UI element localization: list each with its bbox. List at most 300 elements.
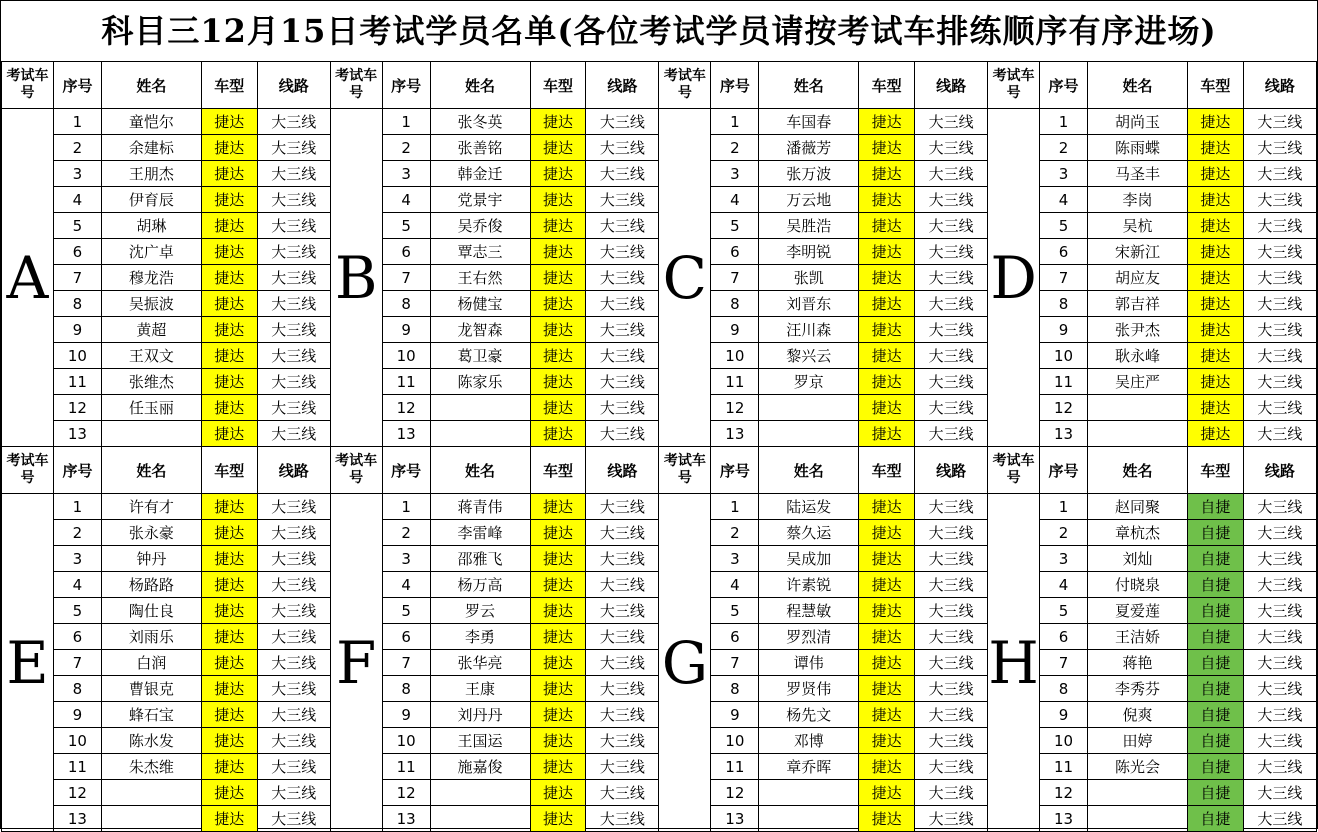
header-name: 姓名	[430, 62, 530, 109]
car-type-cell: 捷达	[859, 624, 915, 650]
route-cell: 大三线	[1243, 109, 1316, 135]
car-type-cell: 捷达	[1187, 343, 1243, 369]
seq-cell: 11	[382, 369, 430, 395]
route-cell: 大三线	[586, 650, 659, 676]
seq-cell: 10	[1040, 728, 1088, 754]
student-name-cell	[430, 421, 530, 447]
seq-cell: 12	[382, 780, 430, 806]
route-cell: 大三线	[586, 369, 659, 395]
route-cell: 大三线	[257, 494, 330, 520]
seq-cell: 6	[1040, 624, 1088, 650]
route-cell: 大三线	[1243, 572, 1316, 598]
route-cell: 大三线	[257, 291, 330, 317]
route-cell: 大三线	[915, 624, 988, 650]
car-type-cell: 捷达	[859, 546, 915, 572]
seq-cell: 5	[382, 598, 430, 624]
route-cell: 大三线	[586, 291, 659, 317]
student-name-cell: 杨路路	[101, 572, 201, 598]
car-letter: B	[330, 109, 382, 447]
route-cell: 大三线	[257, 780, 330, 806]
car-type-cell: 捷达	[530, 239, 586, 265]
student-name-cell: 葛卫豪	[430, 343, 530, 369]
car-type-cell: 捷达	[530, 161, 586, 187]
seq-cell: 1	[1040, 109, 1088, 135]
route-cell: 大三线	[915, 702, 988, 728]
route-cell: 大三线	[586, 239, 659, 265]
route-cell: 大三线	[586, 135, 659, 161]
seq-cell: 6	[382, 239, 430, 265]
student-name-cell	[759, 806, 859, 832]
route-cell: 大三线	[1243, 161, 1316, 187]
route-cell: 大三线	[257, 650, 330, 676]
student-name-cell	[101, 780, 201, 806]
student-name-cell: 车国春	[759, 109, 859, 135]
seq-cell: 2	[382, 520, 430, 546]
student-name-cell: 王朋杰	[101, 161, 201, 187]
header-car-number: 考试车号	[988, 62, 1040, 109]
header-route: 线路	[257, 447, 330, 494]
seq-cell: 6	[711, 624, 759, 650]
student-name-cell: 吴庄严	[1088, 369, 1188, 395]
route-cell: 大三线	[915, 109, 988, 135]
seq-cell: 2	[711, 135, 759, 161]
seq-cell: 11	[711, 369, 759, 395]
car-type-cell: 捷达	[201, 520, 257, 546]
student-name-cell: 张永豪	[101, 520, 201, 546]
car-type-cell: 捷达	[201, 780, 257, 806]
route-cell: 大三线	[915, 754, 988, 780]
student-name-cell: 谭伟	[759, 650, 859, 676]
student-name-cell: 张华亮	[430, 650, 530, 676]
car-type-cell: 捷达	[859, 135, 915, 161]
route-cell: 大三线	[915, 317, 988, 343]
header-name: 姓名	[101, 447, 201, 494]
header-car-type: 车型	[201, 62, 257, 109]
car-type-cell: 捷达	[859, 780, 915, 806]
student-name-cell: 吴振波	[101, 291, 201, 317]
student-name-cell: 张凯	[759, 265, 859, 291]
route-cell: 大三线	[257, 598, 330, 624]
route-cell: 大三线	[1243, 754, 1316, 780]
seq-cell: 5	[382, 213, 430, 239]
seq-cell: 13	[1040, 421, 1088, 447]
header-car-number: 考试车号	[330, 447, 382, 494]
car-type-cell: 捷达	[859, 109, 915, 135]
car-type-cell: 捷达	[201, 676, 257, 702]
car-type-cell: 捷达	[530, 213, 586, 239]
student-name-cell: 王双文	[101, 343, 201, 369]
car-type-cell: 捷达	[859, 161, 915, 187]
route-cell: 大三线	[1243, 187, 1316, 213]
car-type-cell: 捷达	[201, 728, 257, 754]
seq-cell: 11	[1040, 369, 1088, 395]
car-type-cell: 捷达	[530, 650, 586, 676]
seq-cell: 5	[1040, 598, 1088, 624]
route-cell: 大三线	[586, 317, 659, 343]
car-type-cell: 捷达	[530, 187, 586, 213]
car-type-cell: 捷达	[859, 291, 915, 317]
seq-cell: 3	[711, 546, 759, 572]
car-type-cell: 捷达	[530, 572, 586, 598]
student-name-cell	[1088, 780, 1188, 806]
seq-cell: 1	[53, 109, 101, 135]
car-type-cell: 捷达	[1187, 213, 1243, 239]
seq-cell: 5	[1040, 213, 1088, 239]
route-cell: 大三线	[586, 780, 659, 806]
car-type-cell: 捷达	[530, 317, 586, 343]
seq-cell: 7	[382, 265, 430, 291]
route-cell: 大三线	[1243, 369, 1316, 395]
car-type-cell: 捷达	[859, 572, 915, 598]
seq-cell: 7	[53, 650, 101, 676]
header-name: 姓名	[759, 62, 859, 109]
route-cell: 大三线	[915, 161, 988, 187]
header-route: 线路	[915, 62, 988, 109]
header-seq: 序号	[1040, 62, 1088, 109]
seq-cell: 8	[382, 676, 430, 702]
student-name-cell: 张善铭	[430, 135, 530, 161]
header-car-number: 考试车号	[2, 62, 54, 109]
seq-cell: 4	[53, 572, 101, 598]
seq-cell: 4	[1040, 572, 1088, 598]
car-type-cell: 捷达	[859, 265, 915, 291]
car-type-cell: 自捷	[1187, 624, 1243, 650]
car-letter: H	[988, 494, 1040, 832]
student-name-cell	[759, 780, 859, 806]
route-cell: 大三线	[1243, 213, 1316, 239]
route-cell: 大三线	[586, 265, 659, 291]
route-cell: 大三线	[586, 728, 659, 754]
car-type-cell: 捷达	[201, 135, 257, 161]
route-cell: 大三线	[586, 213, 659, 239]
seq-cell: 3	[1040, 161, 1088, 187]
car-type-cell: 捷达	[201, 624, 257, 650]
car-type-cell: 捷达	[1187, 317, 1243, 343]
student-name-cell	[430, 806, 530, 832]
student-name-cell: 覃志三	[430, 239, 530, 265]
student-name-cell	[101, 421, 201, 447]
seq-cell: 5	[53, 598, 101, 624]
student-name-cell: 黎兴云	[759, 343, 859, 369]
route-cell: 大三线	[257, 806, 330, 832]
student-name-cell: 吴杭	[1088, 213, 1188, 239]
route-cell: 大三线	[586, 421, 659, 447]
car-type-cell: 捷达	[201, 754, 257, 780]
route-cell: 大三线	[1243, 624, 1316, 650]
car-type-cell: 捷达	[1187, 369, 1243, 395]
route-cell: 大三线	[915, 291, 988, 317]
seq-cell: 8	[1040, 676, 1088, 702]
car-type-cell: 捷达	[530, 494, 586, 520]
seq-cell: 9	[382, 702, 430, 728]
header-route: 线路	[586, 62, 659, 109]
student-name-cell: 任玉丽	[101, 395, 201, 421]
car-type-cell: 捷达	[530, 135, 586, 161]
seq-cell: 12	[1040, 395, 1088, 421]
seq-cell: 1	[382, 109, 430, 135]
seq-cell: 13	[382, 806, 430, 832]
car-letter: A	[2, 109, 54, 447]
car-type-cell: 捷达	[859, 213, 915, 239]
route-cell: 大三线	[915, 213, 988, 239]
car-type-cell: 自捷	[1187, 754, 1243, 780]
header-route: 线路	[1243, 62, 1316, 109]
car-type-cell: 捷达	[1187, 135, 1243, 161]
seq-cell: 10	[711, 728, 759, 754]
car-type-cell: 捷达	[530, 806, 586, 832]
car-type-cell: 捷达	[201, 109, 257, 135]
route-cell: 大三线	[257, 546, 330, 572]
car-type-cell: 自捷	[1187, 572, 1243, 598]
seq-cell: 13	[1040, 806, 1088, 832]
route-cell: 大三线	[586, 161, 659, 187]
car-type-cell: 捷达	[201, 343, 257, 369]
seq-cell: 12	[1040, 780, 1088, 806]
route-cell: 大三线	[257, 213, 330, 239]
route-cell: 大三线	[257, 520, 330, 546]
seq-cell: 8	[711, 291, 759, 317]
car-type-cell: 自捷	[1187, 546, 1243, 572]
car-type-cell: 自捷	[1187, 676, 1243, 702]
student-name-cell: 张尹杰	[1088, 317, 1188, 343]
car-type-cell: 捷达	[201, 291, 257, 317]
route-cell: 大三线	[1243, 780, 1316, 806]
student-name-cell: 田婷	[1088, 728, 1188, 754]
route-cell: 大三线	[915, 494, 988, 520]
student-name-cell: 付晓泉	[1088, 572, 1188, 598]
header-car-number: 考试车号	[659, 62, 711, 109]
seq-cell: 10	[53, 343, 101, 369]
student-name-cell: 夏爱莲	[1088, 598, 1188, 624]
student-name-cell: 李秀芬	[1088, 676, 1188, 702]
seq-cell: 2	[53, 135, 101, 161]
student-name-cell: 陶仕良	[101, 598, 201, 624]
route-cell: 大三线	[915, 676, 988, 702]
car-type-cell: 捷达	[859, 317, 915, 343]
seq-cell: 4	[382, 572, 430, 598]
seq-cell: 1	[1040, 494, 1088, 520]
student-name-cell: 刘灿	[1088, 546, 1188, 572]
seq-cell: 5	[711, 598, 759, 624]
student-name-cell: 陈家乐	[430, 369, 530, 395]
student-name-cell: 赵同聚	[1088, 494, 1188, 520]
student-name-cell: 杨先文	[759, 702, 859, 728]
car-type-cell: 自捷	[1187, 494, 1243, 520]
student-name-cell: 马圣丰	[1088, 161, 1188, 187]
car-type-cell: 捷达	[530, 598, 586, 624]
car-type-cell: 自捷	[1187, 650, 1243, 676]
student-name-cell: 刘丹丹	[430, 702, 530, 728]
seq-cell: 8	[382, 291, 430, 317]
student-name-cell: 党景宇	[430, 187, 530, 213]
seq-cell: 13	[53, 421, 101, 447]
student-name-cell: 张维杰	[101, 369, 201, 395]
header-route: 线路	[1243, 447, 1316, 494]
car-type-cell: 捷达	[530, 421, 586, 447]
route-cell: 大三线	[915, 395, 988, 421]
seq-cell: 1	[53, 494, 101, 520]
student-name-cell: 韩金迁	[430, 161, 530, 187]
car-letter: E	[2, 494, 54, 832]
route-cell: 大三线	[586, 598, 659, 624]
route-cell: 大三线	[586, 572, 659, 598]
student-name-cell	[430, 395, 530, 421]
seq-cell: 11	[53, 754, 101, 780]
student-name-cell: 蒋艳	[1088, 650, 1188, 676]
header-car-number: 考试车号	[330, 62, 382, 109]
route-cell: 大三线	[1243, 421, 1316, 447]
car-type-cell: 捷达	[530, 546, 586, 572]
student-name-cell: 蜂石宝	[101, 702, 201, 728]
student-name-cell: 许有才	[101, 494, 201, 520]
student-name-cell: 曹银克	[101, 676, 201, 702]
car-type-cell: 捷达	[530, 702, 586, 728]
car-type-cell: 捷达	[1187, 395, 1243, 421]
car-type-cell: 捷达	[859, 650, 915, 676]
car-type-cell: 捷达	[1187, 161, 1243, 187]
route-cell: 大三线	[915, 546, 988, 572]
student-name-cell: 朱杰维	[101, 754, 201, 780]
student-name-cell: 王康	[430, 676, 530, 702]
header-name: 姓名	[1088, 447, 1188, 494]
seq-cell: 2	[711, 520, 759, 546]
car-type-cell: 捷达	[859, 728, 915, 754]
student-name-cell: 李勇	[430, 624, 530, 650]
student-name-cell: 吴成加	[759, 546, 859, 572]
seq-cell: 13	[53, 806, 101, 832]
route-cell: 大三线	[586, 187, 659, 213]
seq-cell: 1	[382, 494, 430, 520]
seq-cell: 3	[382, 546, 430, 572]
student-name-cell: 章乔晖	[759, 754, 859, 780]
car-type-cell: 捷达	[859, 520, 915, 546]
student-name-cell: 张万波	[759, 161, 859, 187]
seq-cell: 2	[1040, 520, 1088, 546]
student-name-cell: 章杭杰	[1088, 520, 1188, 546]
seq-cell: 10	[382, 343, 430, 369]
route-cell: 大三线	[257, 343, 330, 369]
route-cell: 大三线	[257, 728, 330, 754]
car-type-cell: 自捷	[1187, 598, 1243, 624]
seq-cell: 7	[382, 650, 430, 676]
student-name-cell: 童恺尔	[101, 109, 201, 135]
route-cell: 大三线	[1243, 343, 1316, 369]
route-cell: 大三线	[1243, 239, 1316, 265]
route-cell: 大三线	[257, 421, 330, 447]
seq-cell: 1	[711, 494, 759, 520]
car-type-cell: 捷达	[1187, 187, 1243, 213]
car-type-cell: 捷达	[201, 421, 257, 447]
route-cell: 大三线	[1243, 135, 1316, 161]
car-type-cell: 捷达	[201, 213, 257, 239]
route-cell: 大三线	[915, 520, 988, 546]
student-name-cell: 郭吉祥	[1088, 291, 1188, 317]
car-type-cell: 自捷	[1187, 806, 1243, 832]
student-name-cell	[759, 421, 859, 447]
seq-cell: 3	[53, 161, 101, 187]
student-name-cell: 吴胜浩	[759, 213, 859, 239]
seq-cell: 6	[382, 624, 430, 650]
car-type-cell: 捷达	[859, 676, 915, 702]
student-name-cell: 穆龙浩	[101, 265, 201, 291]
header-car-type: 车型	[530, 62, 586, 109]
route-cell: 大三线	[257, 317, 330, 343]
seq-cell: 4	[711, 572, 759, 598]
student-name-cell: 陈水发	[101, 728, 201, 754]
route-cell: 大三线	[586, 806, 659, 832]
student-name-cell: 陈雨蝶	[1088, 135, 1188, 161]
car-type-cell: 捷达	[201, 702, 257, 728]
car-type-cell: 捷达	[530, 395, 586, 421]
seq-cell: 4	[711, 187, 759, 213]
header-route: 线路	[586, 447, 659, 494]
route-cell: 大三线	[915, 598, 988, 624]
car-type-cell: 捷达	[859, 806, 915, 832]
route-cell: 大三线	[915, 239, 988, 265]
header-seq: 序号	[53, 62, 101, 109]
student-name-cell: 罗烈清	[759, 624, 859, 650]
header-seq: 序号	[53, 447, 101, 494]
car-type-cell: 捷达	[201, 187, 257, 213]
route-cell: 大三线	[915, 187, 988, 213]
route-cell: 大三线	[1243, 494, 1316, 520]
header-seq: 序号	[382, 447, 430, 494]
student-name-cell: 罗贤伟	[759, 676, 859, 702]
seq-cell: 6	[711, 239, 759, 265]
car-type-cell: 捷达	[859, 598, 915, 624]
car-type-cell: 捷达	[530, 676, 586, 702]
student-name-cell: 汪川森	[759, 317, 859, 343]
header-row	[2, 62, 1317, 109]
student-name-cell: 宋新江	[1088, 239, 1188, 265]
seq-cell: 11	[711, 754, 759, 780]
table-row	[2, 494, 1317, 520]
seq-cell: 8	[1040, 291, 1088, 317]
car-type-cell: 捷达	[530, 109, 586, 135]
student-name-cell: 吴乔俊	[430, 213, 530, 239]
route-cell: 大三线	[915, 572, 988, 598]
car-type-cell: 捷达	[859, 187, 915, 213]
roster-table	[1, 61, 1317, 832]
student-name-cell: 邓博	[759, 728, 859, 754]
car-type-cell: 捷达	[201, 650, 257, 676]
route-cell: 大三线	[1243, 650, 1316, 676]
student-name-cell: 程慧敏	[759, 598, 859, 624]
route-cell: 大三线	[257, 395, 330, 421]
car-type-cell: 自捷	[1187, 780, 1243, 806]
car-type-cell: 捷达	[859, 239, 915, 265]
car-type-cell: 捷达	[1187, 265, 1243, 291]
car-type-cell: 捷达	[530, 291, 586, 317]
header-car-number: 考试车号	[659, 447, 711, 494]
student-name-cell: 邵雅飞	[430, 546, 530, 572]
student-name-cell: 罗京	[759, 369, 859, 395]
seq-cell: 3	[53, 546, 101, 572]
student-name-cell: 胡琳	[101, 213, 201, 239]
route-cell: 大三线	[257, 161, 330, 187]
header-name: 姓名	[759, 447, 859, 494]
car-type-cell: 捷达	[201, 494, 257, 520]
header-car-type: 车型	[201, 447, 257, 494]
student-name-cell: 伊育辰	[101, 187, 201, 213]
seq-cell: 2	[382, 135, 430, 161]
header-name: 姓名	[430, 447, 530, 494]
header-seq: 序号	[382, 62, 430, 109]
seq-cell: 9	[382, 317, 430, 343]
car-type-cell: 捷达	[859, 702, 915, 728]
student-name-cell: 王右然	[430, 265, 530, 291]
seq-cell: 10	[1040, 343, 1088, 369]
